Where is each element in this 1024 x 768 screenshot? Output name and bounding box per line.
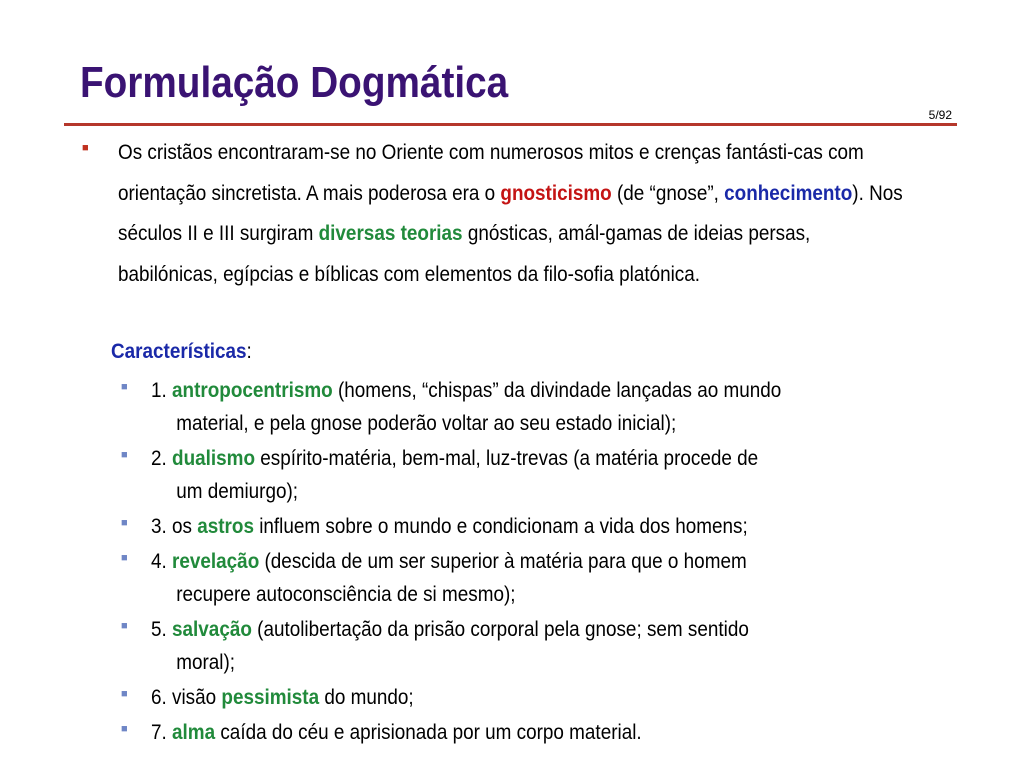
item-prefix: 4.: [151, 550, 173, 573]
list-item: [0, 717, 1024, 750]
list-item-text: [151, 511, 925, 544]
item-line2: recupere autoconsciência de si mesmo);: [176, 582, 516, 606]
item-keyword: astros: [197, 515, 254, 538]
item-line1: caída do céu e aprisionada por um corpo material.: [215, 721, 642, 744]
keyword-gnosticismo: gnosticismo: [500, 181, 612, 205]
keyword-conhecimento: conhecimento: [724, 181, 853, 205]
list-item: [0, 443, 1024, 507]
square-bullet-icon: ■: [121, 723, 128, 735]
item-prefix: 1.: [151, 379, 173, 402]
intro-text: (de “gnose”,: [611, 181, 725, 205]
list-item-text: [151, 443, 925, 508]
item-keyword: pessimista: [221, 686, 320, 709]
item-line2: um demiurgo);: [176, 479, 299, 503]
list-item-text: [151, 717, 925, 750]
list-item-text: [151, 614, 925, 679]
item-line2: material, e pela gnose poderão voltar ao seu estado inicial);: [176, 411, 677, 435]
item-line1: do mundo;: [319, 686, 414, 709]
title-divider: [64, 123, 957, 126]
square-bullet-icon: ■: [121, 688, 128, 700]
intro-text: gnósticas, amál-gamas de ideias persas, babilónicas, egípcias e bíblicas com elementos da filo-sofia platónica.: [118, 222, 811, 286]
item-line1: influem sobre o mundo e condicionam a vida dos homens;: [253, 515, 748, 538]
list-item: [0, 546, 1024, 610]
item-keyword: dualismo: [172, 447, 255, 470]
square-bullet-icon: ■: [121, 517, 128, 529]
item-line1: (autolibertação da prisão corporal pela gnose; sem sentido: [251, 618, 749, 641]
square-bullet-icon: ■: [82, 142, 89, 154]
item-keyword: antropocentrismo: [172, 379, 333, 402]
list-item-text: [151, 375, 925, 440]
list-item: [0, 614, 1024, 678]
keyword-diversas-teorias: diversas teorias: [318, 222, 463, 245]
characteristics-heading: [111, 340, 252, 364]
item-prefix: 3. os: [151, 515, 198, 538]
intro-text: ). Nos séculos II e III surgiram: [118, 181, 903, 245]
item-prefix: 7.: [151, 721, 173, 744]
item-prefix: 6. visão: [151, 686, 222, 709]
characteristics-list: [0, 375, 1024, 752]
item-line2: moral);: [176, 650, 236, 674]
item-keyword: alma: [172, 721, 216, 744]
square-bullet-icon: ■: [121, 381, 128, 393]
list-item-text: [151, 682, 925, 715]
page-number: 5/92: [928, 108, 952, 122]
item-prefix: 5.: [151, 618, 173, 641]
list-item: [0, 511, 1024, 544]
slide-title: Formulação Dogmática: [80, 58, 509, 107]
item-prefix: 2.: [151, 447, 173, 470]
square-bullet-icon: ■: [121, 620, 128, 632]
list-item-text: [151, 546, 925, 611]
item-line1: espírito-matéria, bem-mal, luz-trevas (a matéria procede de: [254, 447, 759, 470]
item-line1: (homens, “chispas” da divindade lançadas ao mundo: [332, 379, 782, 402]
intro-paragraph: [118, 133, 910, 295]
item-line1: (descida de um ser superior à matéria para que o homem: [259, 550, 747, 573]
characteristics-colon: :: [246, 340, 252, 363]
characteristics-label: Características: [111, 340, 247, 363]
square-bullet-icon: ■: [121, 449, 128, 461]
item-keyword: revelação: [172, 550, 260, 573]
item-keyword: salvação: [172, 618, 252, 641]
intro-text: Os cristãos encontraram-se no Oriente com numerosos mitos e crenças fantásti-cas com orientação sincretista. A mais poderosa era o: [118, 141, 864, 205]
list-item: [0, 375, 1024, 439]
list-item: [0, 682, 1024, 715]
square-bullet-icon: ■: [121, 552, 128, 564]
